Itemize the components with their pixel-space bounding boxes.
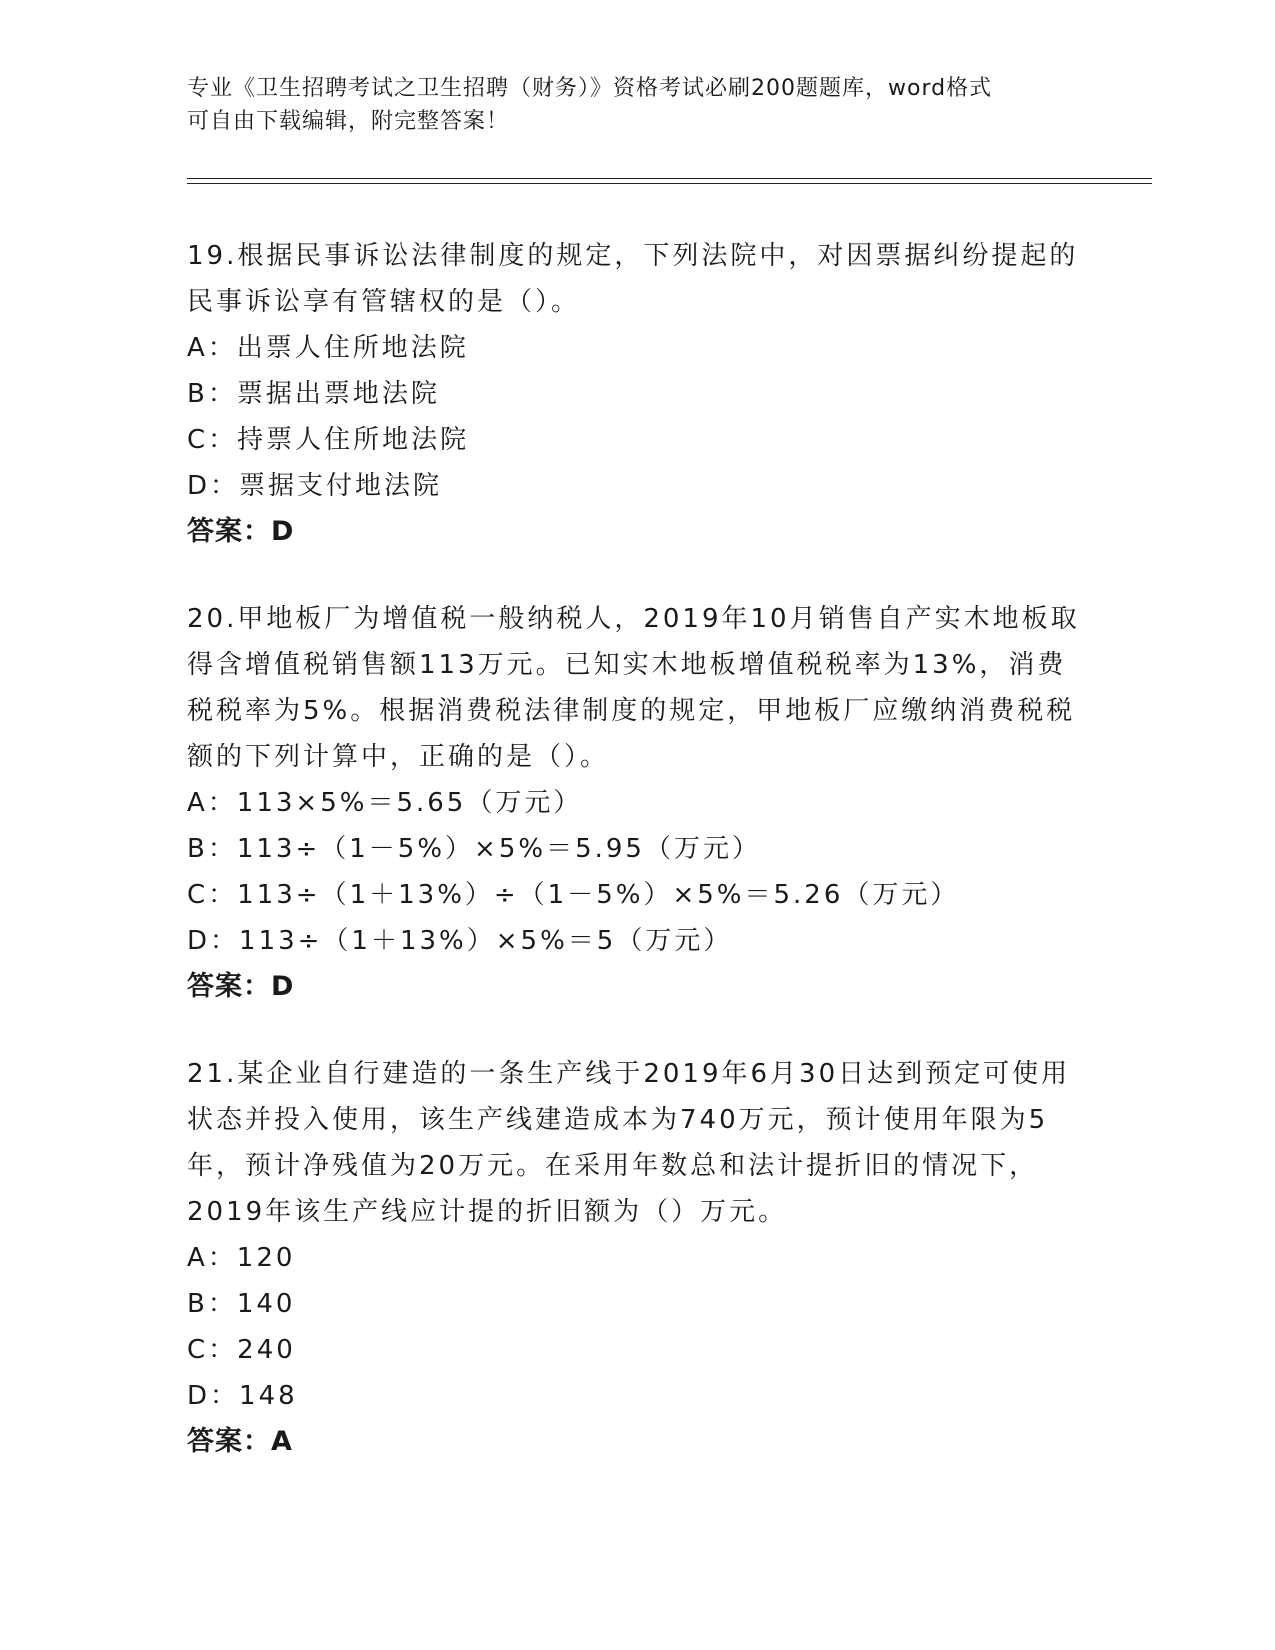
option-d: D：113÷（1＋13%）×5%＝5（万元） [187, 926, 733, 956]
answer-label: 答案：D [187, 516, 295, 547]
option-a: A：出票人住所地法院 [187, 333, 469, 363]
option-a: A：120 [187, 1243, 296, 1273]
option-d: D：148 [187, 1381, 298, 1411]
question-stem-line: 年，预计净残值为20万元。在采用年数总和法计提折旧的情况下， [187, 1151, 1039, 1181]
question-stem-line: 额的下列计算中，正确的是（）。 [187, 742, 610, 772]
option-b: B：113÷（1－5%）×5%＝5.95（万元） [187, 834, 761, 864]
option-b: B：140 [187, 1289, 296, 1319]
question-stem-line: 得含增值税销售额113万元。已知实木地板增值税税率为13%，消费 [187, 650, 1067, 680]
answer-label: 答案：A [187, 1426, 293, 1457]
question-21 [187, 1051, 1087, 1465]
option-c: C：240 [187, 1335, 296, 1365]
option-a: A：113×5%＝5.65（万元） [187, 788, 583, 818]
header-line-2: 可自由下载编辑，附完整答案！ [187, 109, 510, 134]
option-b: B：票据出票地法院 [187, 379, 440, 409]
question-stem-line: 20.甲地板厂为增值税一般纳税人，2019年10月销售自产实木地板取 [187, 604, 1080, 634]
question-stem-line: 19.根据民事诉讼法律制度的规定，下列法院中，对因票据纠纷提起的 [187, 241, 1079, 271]
option-d: D：票据支付地法院 [187, 471, 443, 501]
option-c: C：113÷（1＋13%）÷（1－5%）×5%＝5.26（万元） [187, 880, 960, 910]
question-19 [187, 233, 1087, 555]
header-divider-top [187, 178, 1152, 179]
answer-label: 答案：D [187, 971, 295, 1002]
question-stem-line: 状态并投入使用，该生产线建造成本为740万元，预计使用年限为5 [187, 1105, 1049, 1135]
header-divider-bottom [187, 183, 1152, 184]
option-c: C：持票人住所地法院 [187, 425, 470, 455]
question-stem-line: 税税率为5%。根据消费税法律制度的规定，甲地板厂应缴纳消费税税 [187, 696, 1076, 726]
question-stem-line: 民事诉讼享有管辖权的是（）。 [187, 287, 581, 317]
document-header [187, 72, 1087, 138]
header-line-1: 专业《卫生招聘考试之卫生招聘（财务）》资格考试必刷200题题库，word格式 [187, 76, 993, 101]
question-stem-line: 2019年该生产线应计提的折旧额为（）万元。 [187, 1197, 788, 1227]
question-stem-line: 21.某企业自行建造的一条生产线于2019年6月30日达到预定可使用 [187, 1059, 1071, 1089]
question-20 [187, 596, 1087, 1010]
